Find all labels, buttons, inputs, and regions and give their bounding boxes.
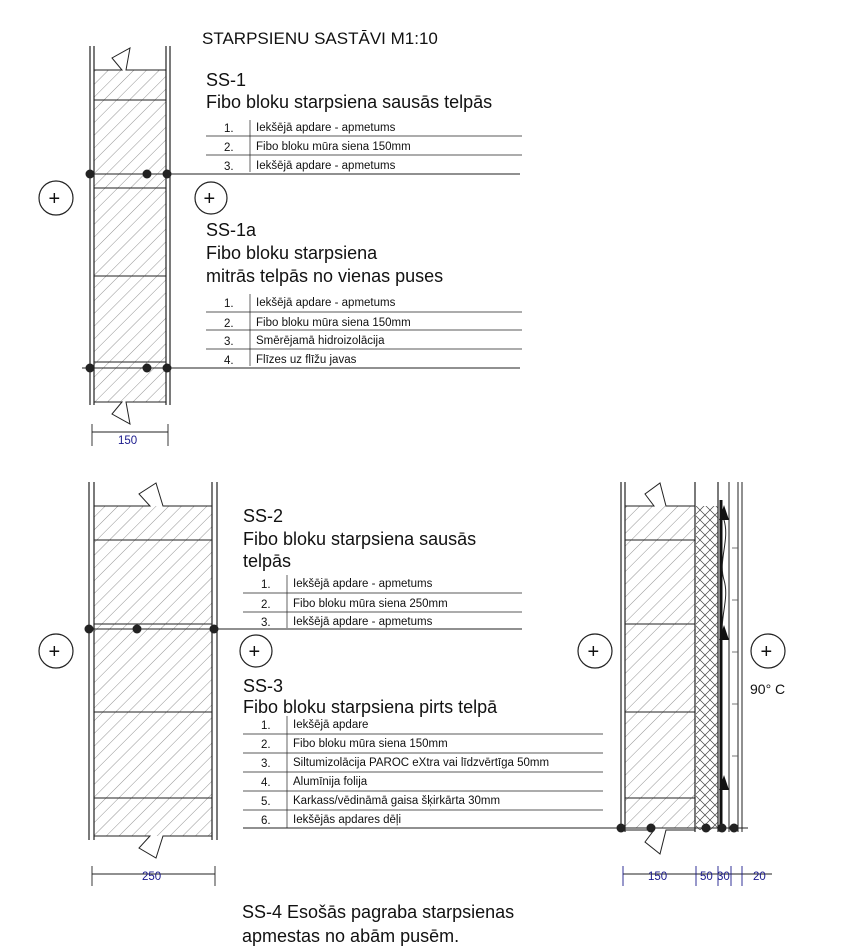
wall-ss3	[612, 482, 772, 886]
section-name-ss3: Fibo bloku starpsiena pirts telpā	[243, 697, 498, 717]
svg-text:2.: 2.	[261, 599, 271, 611]
layer-text: Iekšējā apdare - apmetums	[293, 616, 433, 628]
room-symbol-left-2: +	[48, 641, 61, 663]
section-code-ss2: SS-2	[243, 506, 284, 526]
dimension-ss3-block: 150	[648, 871, 668, 883]
svg-text:3.: 3.	[261, 758, 271, 770]
section-name-ss1a-line1: Fibo bloku starpsiena	[206, 243, 378, 263]
svg-text:1.: 1.	[224, 298, 234, 310]
room-symbol-right-3: +	[760, 641, 773, 663]
room-symbol-left-3: +	[587, 641, 600, 663]
section-name-ss2-line1: Fibo bloku starpsiena sausās	[243, 529, 477, 549]
dimension-ss2-width: 250	[142, 871, 162, 883]
note-ss4-line1: SS-4 Esošās pagraba starpsienas	[242, 902, 515, 922]
svg-text:3.: 3.	[224, 336, 234, 348]
sauna-temperature-label: 90° C	[750, 681, 786, 697]
legend-ss2	[243, 506, 522, 629]
note-ss4-line2: apmestas no abām pusēm.	[242, 926, 460, 946]
layer-text: Fibo bloku mūra siena 150mm	[293, 738, 448, 750]
svg-text:3.: 3.	[261, 617, 271, 629]
layer-text: Iekšējā apdare - apmetums	[256, 160, 396, 172]
layer-text: Iekšējā apdare	[293, 719, 369, 731]
svg-text:3.: 3.	[224, 161, 234, 173]
layer-text: Iekšējā apdare - apmetums	[256, 297, 396, 309]
svg-text:2.: 2.	[224, 142, 234, 154]
layer-text: Iekšējā apdare - apmetums	[293, 578, 433, 590]
svg-text:6.: 6.	[261, 815, 271, 827]
svg-text:1.: 1.	[261, 720, 271, 732]
layer-text: Iekšējās apdares dēļi	[293, 814, 402, 826]
dimension-ss3-airgap: 30	[717, 871, 730, 883]
layer-text: Smērējamā hidroizolācija	[256, 335, 385, 347]
section-code-ss1a: SS-1a	[206, 220, 257, 240]
room-symbol-right-1: +	[203, 188, 216, 210]
layer-text: Karkass/vēdināmā gaisa šķirkārta 30mm	[293, 795, 501, 807]
section-code-ss3: SS-3	[243, 676, 284, 696]
layer-text: Siltumizolācija PAROC eXtra vai līdzvērtīga 50mm	[293, 757, 550, 769]
legend-ss3	[243, 676, 612, 828]
room-symbol-right-2: +	[248, 641, 261, 663]
svg-text:2.: 2.	[224, 318, 234, 330]
section-code-ss1: SS-1	[206, 70, 247, 90]
section-name-ss1a-line2: mitrās telpās no vienas puses	[206, 266, 444, 286]
dimension-ss3-insulation: 50	[700, 871, 713, 883]
layer-text: Flīzes uz flīžu javas	[256, 354, 357, 366]
legend-ss1a	[206, 220, 522, 367]
layer-text: Alumīnija folija	[293, 776, 368, 788]
svg-text:1.: 1.	[224, 123, 234, 135]
section-name-ss1: Fibo bloku starpsiena sausās telpās	[206, 92, 493, 112]
svg-text:2.: 2.	[261, 739, 271, 751]
dimension-ss3-boards: 20	[753, 871, 766, 883]
layer-text: Fibo bloku mūra siena 150mm	[256, 317, 411, 329]
legend-ss1	[206, 70, 522, 173]
layer-text: Fibo bloku mūra siena 250mm	[293, 598, 448, 610]
section-name-ss2-line2: telpās	[243, 551, 292, 571]
layer-text: Fibo bloku mūra siena 150mm	[256, 141, 411, 153]
dimension-ss1-width: 150	[118, 435, 138, 447]
svg-text:1.: 1.	[261, 579, 271, 591]
svg-text:4.: 4.	[261, 777, 271, 789]
room-symbol-left-1: +	[48, 188, 61, 210]
drawing-title: STARPSIENU SASTĀVI M1:10	[202, 29, 438, 48]
svg-text:5.: 5.	[261, 796, 271, 808]
svg-text:4.: 4.	[224, 355, 234, 367]
layer-text: Iekšējā apdare - apmetums	[256, 122, 396, 134]
